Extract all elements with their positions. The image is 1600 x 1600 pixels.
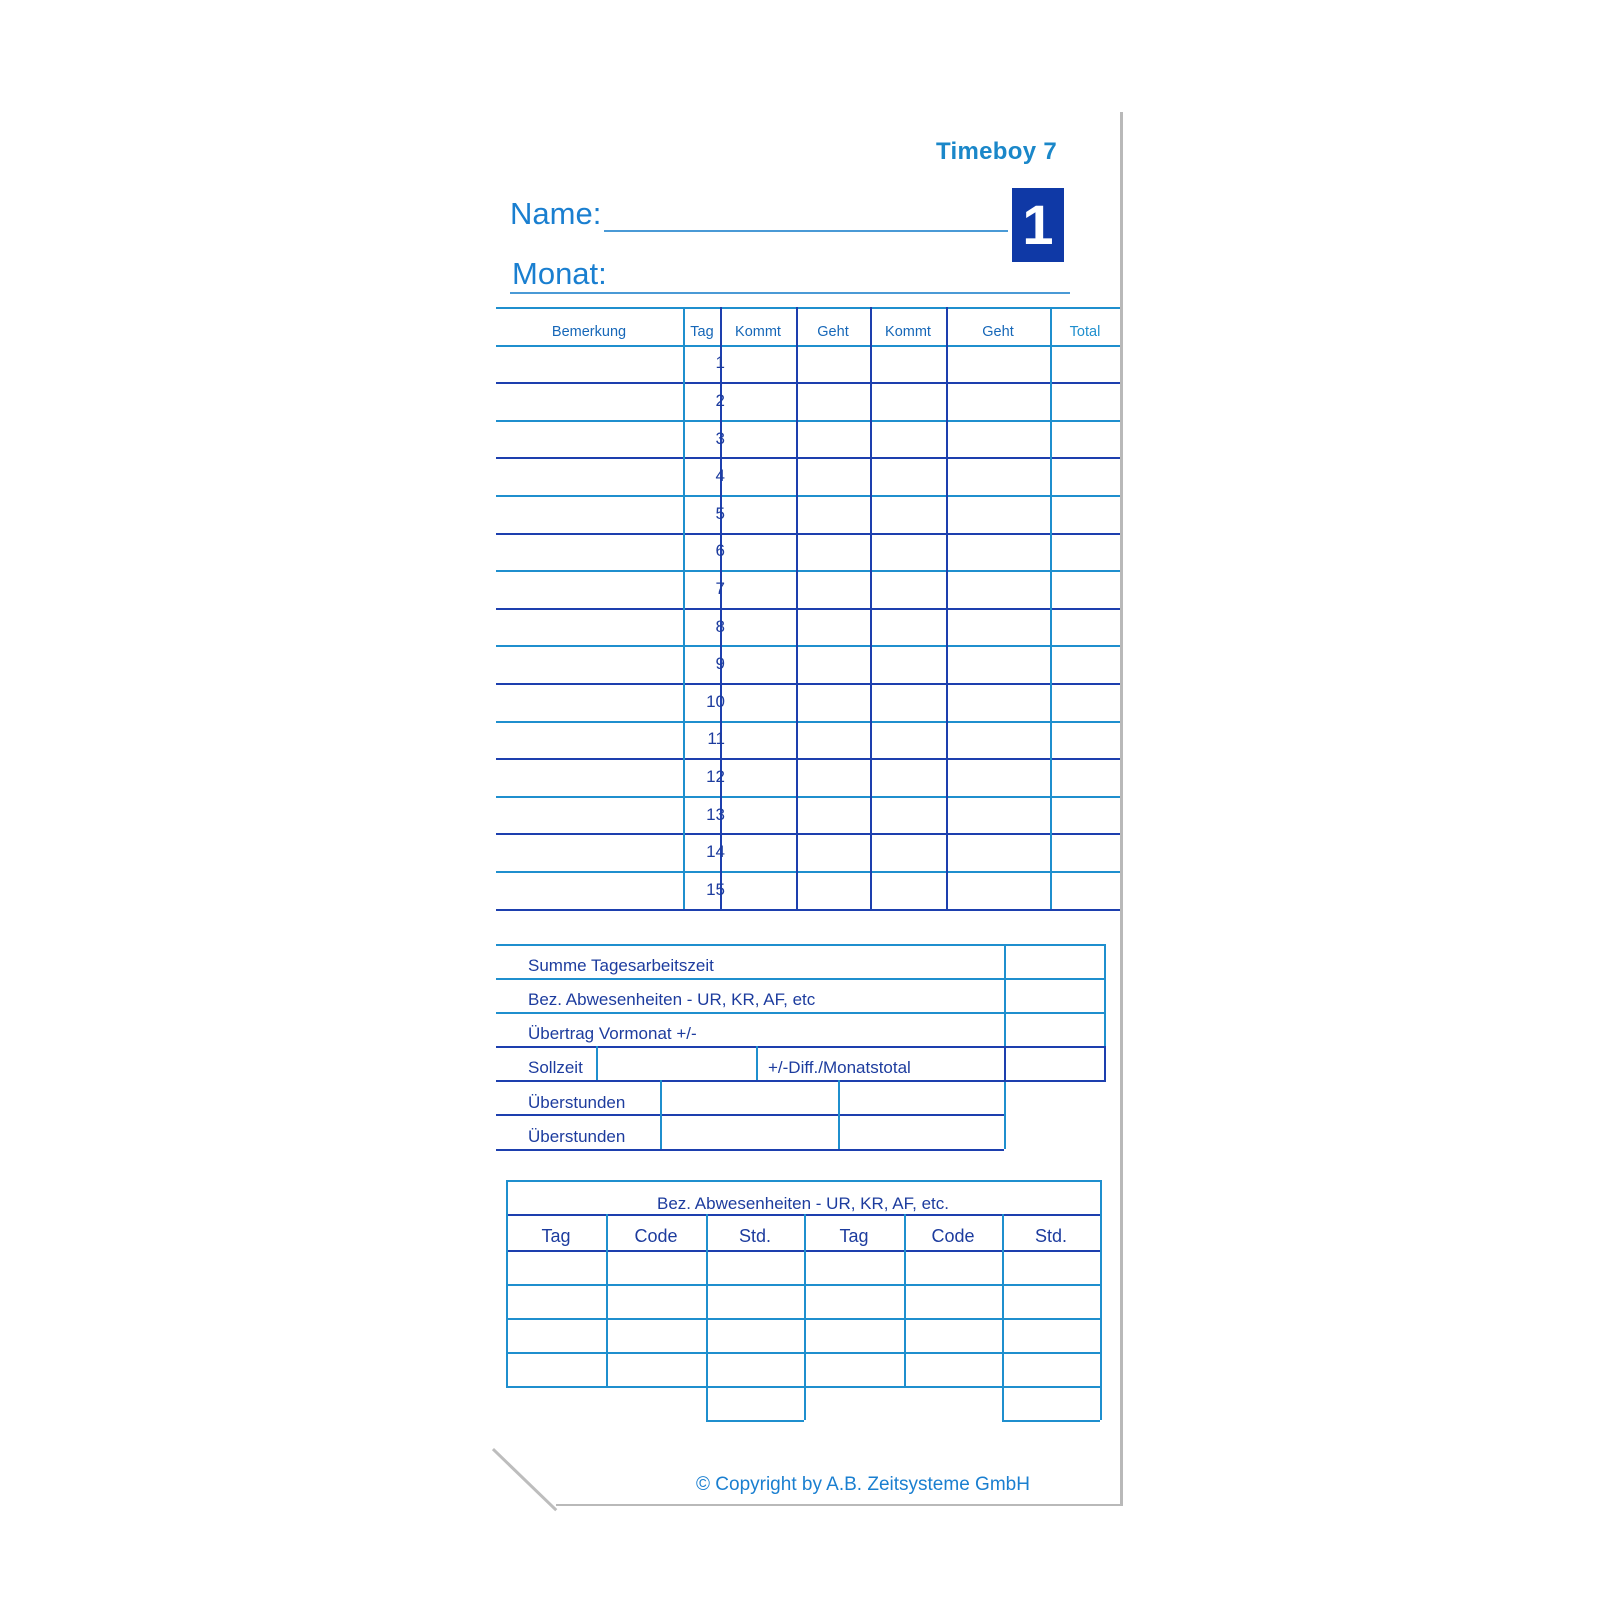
grid-row-line xyxy=(496,909,1120,911)
absences-left-edge xyxy=(506,1180,508,1386)
diff-divider xyxy=(756,1046,758,1080)
col-header-kommt-2: Kommt xyxy=(885,324,931,340)
ueberstunden-divider-2 xyxy=(838,1080,840,1149)
card-shadow-right xyxy=(1120,112,1123,1506)
grid-row-line xyxy=(496,457,1120,459)
day-number: 6 xyxy=(715,541,725,560)
grid-row-line xyxy=(496,382,1120,384)
absences-title: Bez. Abwesenheiten - UR, KR, AF, etc. xyxy=(657,1194,949,1213)
month-label: Monat: xyxy=(512,256,607,291)
day-number: 14 xyxy=(706,842,725,861)
summary-row-line xyxy=(496,944,1104,946)
col-header-geht-1: Geht xyxy=(817,324,849,340)
day-number: 10 xyxy=(706,692,725,711)
day-number: 7 xyxy=(715,579,725,598)
absences-std-total-edge xyxy=(1002,1386,1004,1420)
abs-col-code-1: Code xyxy=(634,1226,678,1246)
absences-column-line xyxy=(706,1214,708,1386)
copyright: © Copyright by A.B. Zeitsysteme GmbH xyxy=(696,1474,1030,1495)
summary-right-edge xyxy=(1104,944,1106,1046)
absences-std-total-edge xyxy=(706,1386,708,1420)
ueberstunden-label-1: Überstunden xyxy=(528,1093,626,1112)
card-number-badge: 1 xyxy=(1012,188,1064,262)
name-line[interactable] xyxy=(604,230,1008,232)
abs-col-tag-1: Tag xyxy=(541,1226,571,1246)
grid-row-line xyxy=(496,570,1120,572)
absences-column-line xyxy=(1002,1214,1004,1386)
name-label: Name: xyxy=(510,196,602,231)
day-number: 15 xyxy=(706,880,725,899)
absences-std-total-line xyxy=(1002,1420,1100,1422)
day-number: 12 xyxy=(706,767,725,786)
absences-row-line xyxy=(506,1250,1100,1252)
day-number: 13 xyxy=(706,805,725,824)
col-header-geht-2: Geht xyxy=(982,324,1014,340)
grid-column-line xyxy=(796,307,798,909)
abs-col-std-2: Std. xyxy=(1034,1226,1068,1246)
grid-row-line xyxy=(496,721,1120,723)
monatstotal-field[interactable] xyxy=(1004,1046,1106,1082)
grid-row-line xyxy=(496,833,1120,835)
day-number: 4 xyxy=(715,466,725,485)
summary-row-line xyxy=(496,1149,1004,1151)
absences-row-line xyxy=(506,1352,1100,1354)
absences-row-line xyxy=(506,1214,1100,1216)
col-header-total: Total xyxy=(1069,324,1101,340)
summary-row-line xyxy=(496,1012,1104,1014)
brand-title: Timeboy 7 xyxy=(936,138,1057,165)
time-card xyxy=(496,108,1120,1504)
grid-row-line xyxy=(496,420,1120,422)
sollzeit-label: Sollzeit xyxy=(528,1058,583,1077)
day-number: 1 xyxy=(715,353,725,372)
grid-row-line xyxy=(496,345,1120,347)
absences-column-line xyxy=(804,1214,806,1386)
absences-row-line xyxy=(506,1180,1100,1182)
summary-row-line xyxy=(496,978,1104,980)
col-header-bemerkung: Bemerkung xyxy=(551,324,627,340)
abs-col-code-2: Code xyxy=(931,1226,975,1246)
absences-column-line xyxy=(606,1214,608,1386)
absences-row-line xyxy=(506,1284,1100,1286)
grid-row-line xyxy=(496,495,1120,497)
absences-std-total-line xyxy=(706,1420,804,1422)
grid-row-line xyxy=(496,871,1120,873)
grid-row-line xyxy=(496,533,1120,535)
abs-col-std-1: Std. xyxy=(738,1226,772,1246)
grid-row-line xyxy=(496,608,1120,610)
absences-row-line xyxy=(506,1318,1100,1320)
uebertrag-label: Übertrag Vormonat +/- xyxy=(528,1024,697,1043)
summe-label: Summe Tagesarbeitszeit xyxy=(528,956,714,975)
grid-row-line xyxy=(496,758,1120,760)
sollzeit-divider xyxy=(596,1046,598,1080)
absences-column-line xyxy=(904,1214,906,1386)
day-number: 2 xyxy=(715,391,725,410)
grid-row-line xyxy=(496,307,1120,309)
month-line[interactable] xyxy=(510,292,1070,294)
abwesenheiten-label: Bez. Abwesenheiten - UR, KR, AF, etc xyxy=(528,990,816,1009)
absences-row-line xyxy=(506,1386,1100,1388)
day-number: 5 xyxy=(715,504,725,523)
col-header-kommt-1: Kommt xyxy=(735,324,781,340)
grid-row-line xyxy=(496,796,1120,798)
abs-col-tag-2: Tag xyxy=(839,1226,869,1246)
summary-row-line xyxy=(496,1114,1004,1116)
ueberstunden-divider-1 xyxy=(660,1080,662,1149)
ueberstunden-label-2: Überstunden xyxy=(528,1127,626,1146)
absences-std-total-edge xyxy=(804,1386,806,1420)
grid-column-line xyxy=(1050,307,1052,909)
day-number: 8 xyxy=(715,617,725,636)
day-number: 9 xyxy=(715,654,725,673)
grid-row-line xyxy=(496,683,1120,685)
grid-column-line xyxy=(946,307,948,909)
grid-column-line xyxy=(870,307,872,909)
absences-right-edge xyxy=(1100,1180,1102,1420)
day-number: 3 xyxy=(715,429,725,448)
grid-row-line xyxy=(496,645,1120,647)
col-header-tag: Tag xyxy=(690,324,714,340)
day-number: 11 xyxy=(707,729,725,748)
diff-label: +/-Diff./Monatstotal xyxy=(768,1058,911,1077)
